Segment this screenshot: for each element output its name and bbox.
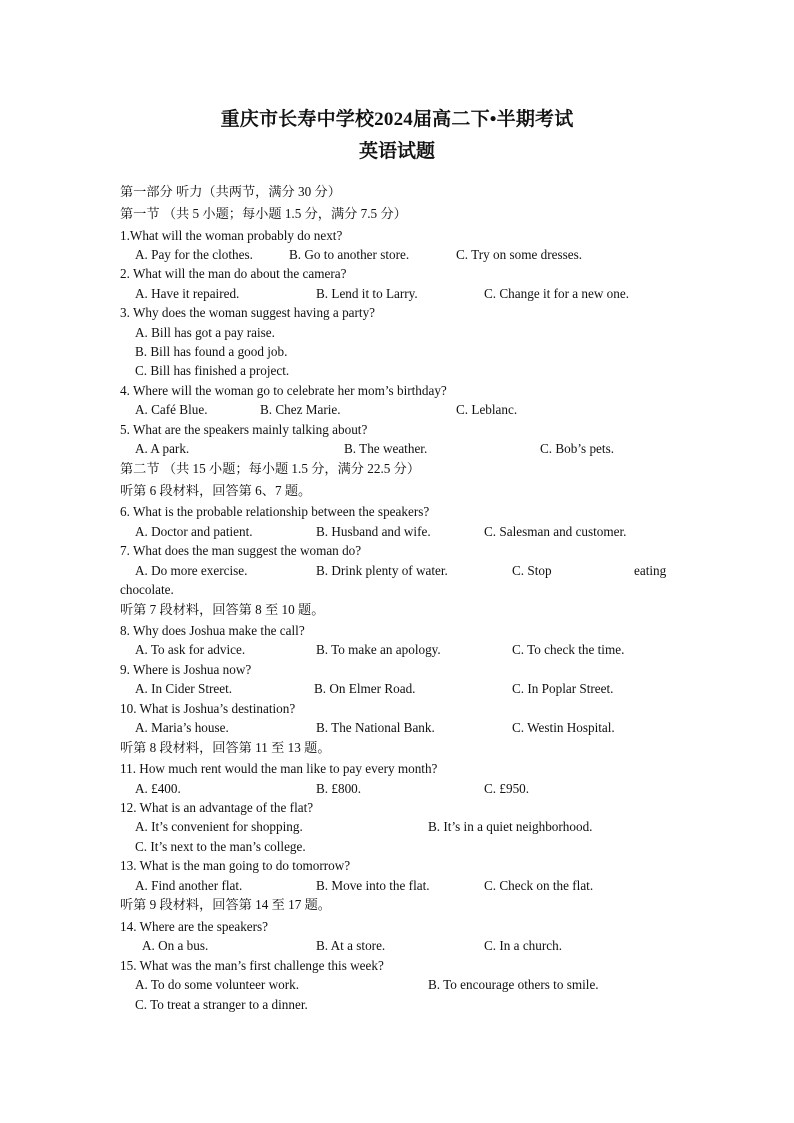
q10: 10. What is Joshua’s destination?	[120, 701, 296, 716]
q12: 12. What is an advantage of the flat?	[120, 800, 314, 815]
q2-options-part-3: C. Change it for a new one.	[484, 286, 630, 301]
q10-options-part-3: C. Westin Hospital.	[512, 720, 615, 735]
q6-options-part-1: A. Doctor and patient.	[135, 524, 253, 539]
material8: 听第 8 段材料，回答第 11 至 13 题。	[120, 740, 331, 755]
q12-option-c: C. It’s next to the man’s college.	[135, 839, 306, 854]
q14-options-part-1: A. On a bus.	[142, 938, 209, 953]
q11-options-part-1: A. £400.	[135, 781, 181, 796]
q13: 13. What is the man going to do tomorrow?	[120, 858, 351, 873]
q3-option-b: B. Bill has found a good job.	[135, 344, 288, 359]
q8: 8. Why does Joshua make the call?	[120, 623, 305, 638]
q4-options-part-1: A. Café Blue.	[135, 402, 208, 417]
q2: 2. What will the man do about the camera?	[120, 266, 347, 281]
q10-options-part-2: B. The National Bank.	[316, 720, 435, 735]
q3-option-c: C. Bill has finished a project.	[135, 363, 290, 378]
q12-options-part-1: A. It’s convenient for shopping.	[135, 819, 303, 834]
q7-options-part-4: eating	[634, 563, 667, 578]
part1-heading: 第一部分 听力（共两节，满分 30 分）	[120, 184, 341, 199]
page-subtitle: 英语试题	[358, 141, 435, 162]
q2-options-part-1: A. Have it repaired.	[135, 286, 240, 301]
q7-options-part-1: A. Do more exercise.	[135, 563, 248, 578]
q15-option-c: C. To treat a stranger to a dinner.	[135, 997, 308, 1012]
q14: 14. Where are the speakers?	[120, 919, 269, 934]
q8-options-part-1: A. To ask for advice.	[135, 642, 246, 657]
q6: 6. What is the probable relationship between the speakers?	[120, 504, 430, 519]
q2-options-part-2: B. Lend it to Larry.	[316, 286, 418, 301]
q5: 5. What are the speakers mainly talking about?	[120, 422, 368, 437]
q9: 9. Where is Joshua now?	[120, 662, 252, 677]
material6: 听第 6 段材料，回答第 6、7 题。	[120, 483, 312, 498]
material7: 听第 7 段材料，回答第 8 至 10 题。	[120, 602, 325, 617]
q5-options-part-3: C. Bob’s pets.	[540, 441, 615, 456]
q11-options-part-2: B. £800.	[316, 781, 362, 796]
q1-options-part-3: C. Try on some dresses.	[456, 247, 583, 262]
q7-options-cont: chocolate.	[120, 582, 174, 597]
q10-options-part-1: A. Maria’s house.	[135, 720, 229, 735]
section1-heading: 第一节 （共 5 小题；每小题 1.5 分，满分 7.5 分）	[120, 206, 407, 221]
q14-options-part-3: C. In a church.	[484, 938, 562, 953]
q12-options-part-2: B. It’s in a quiet neighborhood.	[428, 819, 593, 834]
q13-options-part-1: A. Find another flat.	[135, 878, 243, 893]
q4-options-part-2: B. Chez Marie.	[260, 402, 341, 417]
q6-options-part-2: B. Husband and wife.	[316, 524, 431, 539]
q15: 15. What was the man’s first challenge this week?	[120, 958, 384, 973]
q9-options-part-2: B. On Elmer Road.	[314, 681, 416, 696]
q7-options-part-2: B. Drink plenty of water.	[316, 563, 448, 578]
q1: 1.What will the woman probably do next?	[120, 228, 343, 243]
q8-options-part-3: C. To check the time.	[512, 642, 625, 657]
section2-heading: 第二节 （共 15 小题；每小题 1.5 分，满分 22.5 分）	[120, 461, 421, 476]
q5-options-part-2: B. The weather.	[344, 441, 428, 456]
q1-options-part-1: A. Pay for the clothes.	[135, 247, 253, 262]
q9-options-part-3: C. In Poplar Street.	[512, 681, 614, 696]
q13-options-part-2: B. Move into the flat.	[316, 878, 430, 893]
q14-options-part-2: B. At a store.	[316, 938, 386, 953]
q11-options-part-3: C. £950.	[484, 781, 530, 796]
q7: 7. What does the man suggest the woman do?	[120, 543, 362, 558]
q15-options-part-2: B. To encourage others to smile.	[428, 977, 599, 992]
q15-options-part-1: A. To do some volunteer work.	[135, 977, 300, 992]
q3: 3. Why does the woman suggest having a party?	[120, 305, 376, 320]
q1-options-part-2: B. Go to another store.	[289, 247, 410, 262]
q3-option-a: A. Bill has got a pay raise.	[135, 325, 275, 340]
page-title: 重庆市长寿中学校2024届高二下•半期考试	[220, 109, 574, 130]
q7-options-part-3: C. Stop	[512, 563, 552, 578]
q8-options-part-2: B. To make an apology.	[316, 642, 441, 657]
q4: 4. Where will the woman go to celebrate her mom’s birthday?	[120, 383, 447, 398]
q13-options-part-3: C. Check on the flat.	[484, 878, 594, 893]
material9: 听第 9 段材料，回答第 14 至 17 题。	[120, 897, 331, 912]
q11: 11. How much rent would the man like to pay every month?	[120, 761, 438, 776]
q4-options-part-3: C. Leblanc.	[456, 402, 518, 417]
q6-options-part-3: C. Salesman and customer.	[484, 524, 627, 539]
q9-options-part-1: A. In Cider Street.	[135, 681, 233, 696]
q5-options-part-1: A. A park.	[135, 441, 190, 456]
